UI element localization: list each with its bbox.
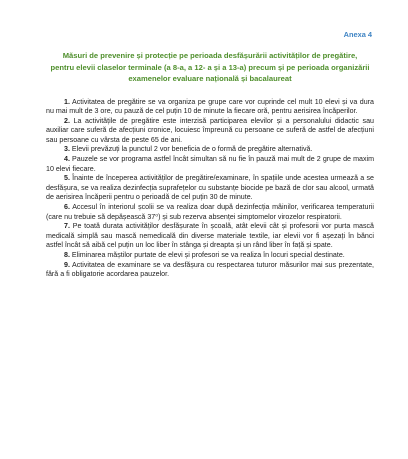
item-text: Accesul în interiorul școlii se va realiza doar după dezinfecția mâinilor, verificarea temperaturii (care nu trebuie să depășească 37⁰) și sub rezerva absenței simptomelor virozelor respiratorii. [46,203,374,221]
annex-label: Anexa 4 [343,30,372,39]
item-number: 2. [64,116,70,125]
document-title: Măsuri de prevenire și protecție pe perioada desfășurării activităților de pregătire, pentru elevii claselor terminale (a 8-a, a 12- a și a 13-a) precum și pe perioada organizării examenelor evaluare națională și bacalaureat [50,51,370,83]
item-text: Activitatea de examinare se va desfășura cu respectarea tuturor măsurilor mai sus prezentate, fără a fi obligatorie acordarea pauzelor. [46,260,374,279]
list-item [46,261,374,280]
measures-list [46,98,374,280]
item-text: Pauzele se vor programa astfel încât simultan să nu fie în pauză mai mult de 2 grupe de maxim 10 elevi fiecare. [46,155,374,173]
item-number: 5. [64,174,70,183]
list-item [46,203,374,222]
list-item [46,222,374,251]
item-number: 8. [64,251,70,259]
item-number: 6. [64,203,70,212]
list-item [46,117,374,146]
item-text: Eliminarea măștilor purtate de elevi și profesori se va realiza în locuri special destinate. [71,251,345,259]
item-text: Pe toată durata activităților desfășurate în școală, atât elevii cât și profesorii vor purta mască medicală simplă sau mască nemedicală din diverse materiale textile, iar elevii vor fi așezați în bănci astfel încât să aibă cel puțin un loc liber în stânga și dreapta și un rând liber în față și spate. [46,222,374,250]
list-item [46,174,374,203]
item-text: Activitatea de pregătire se va organiza pe grupe care vor cuprinde cel mult 10 elevi și va dura nu mai mult de 3 ore, cu pauză de cel puțin 10 de minute la fiecare oră, pentru aerisirea încăperilor. [46,97,374,116]
list-item [46,145,374,155]
item-number: 4. [64,155,70,164]
list-item [46,251,374,261]
item-number: 7. [64,222,70,231]
list-item [46,98,374,117]
list-item [46,155,374,174]
item-text: Înainte de începerea activităților de pregătire/examinare, în spațiile unde acestea urmează a se desfășura, se va realiza dezinfecția suprafețelor cu substanțe biocide pe bază de clor sau alcool, urmată de aerisirea încăperii pentru o perioadă de cel puțin 30 de minute. [46,174,374,202]
item-text: Elevii prevăzuți la punctul 2 vor beneficia de o formă de pregătire alternativă. [71,145,313,154]
item-text: La activitățile de pregătire este interzisă participarea elevilor și a personalului didactic sau auxiliar care suferă de afecțiuni cronice, locuiesc împreună cu persoane ce suferă de astfel de afecțiuni sau persoane cu vârsta de peste 65 de ani. [46,116,374,144]
item-number: 1. [64,97,70,106]
item-number: 3. [64,145,70,154]
item-number: 9. [64,260,70,269]
